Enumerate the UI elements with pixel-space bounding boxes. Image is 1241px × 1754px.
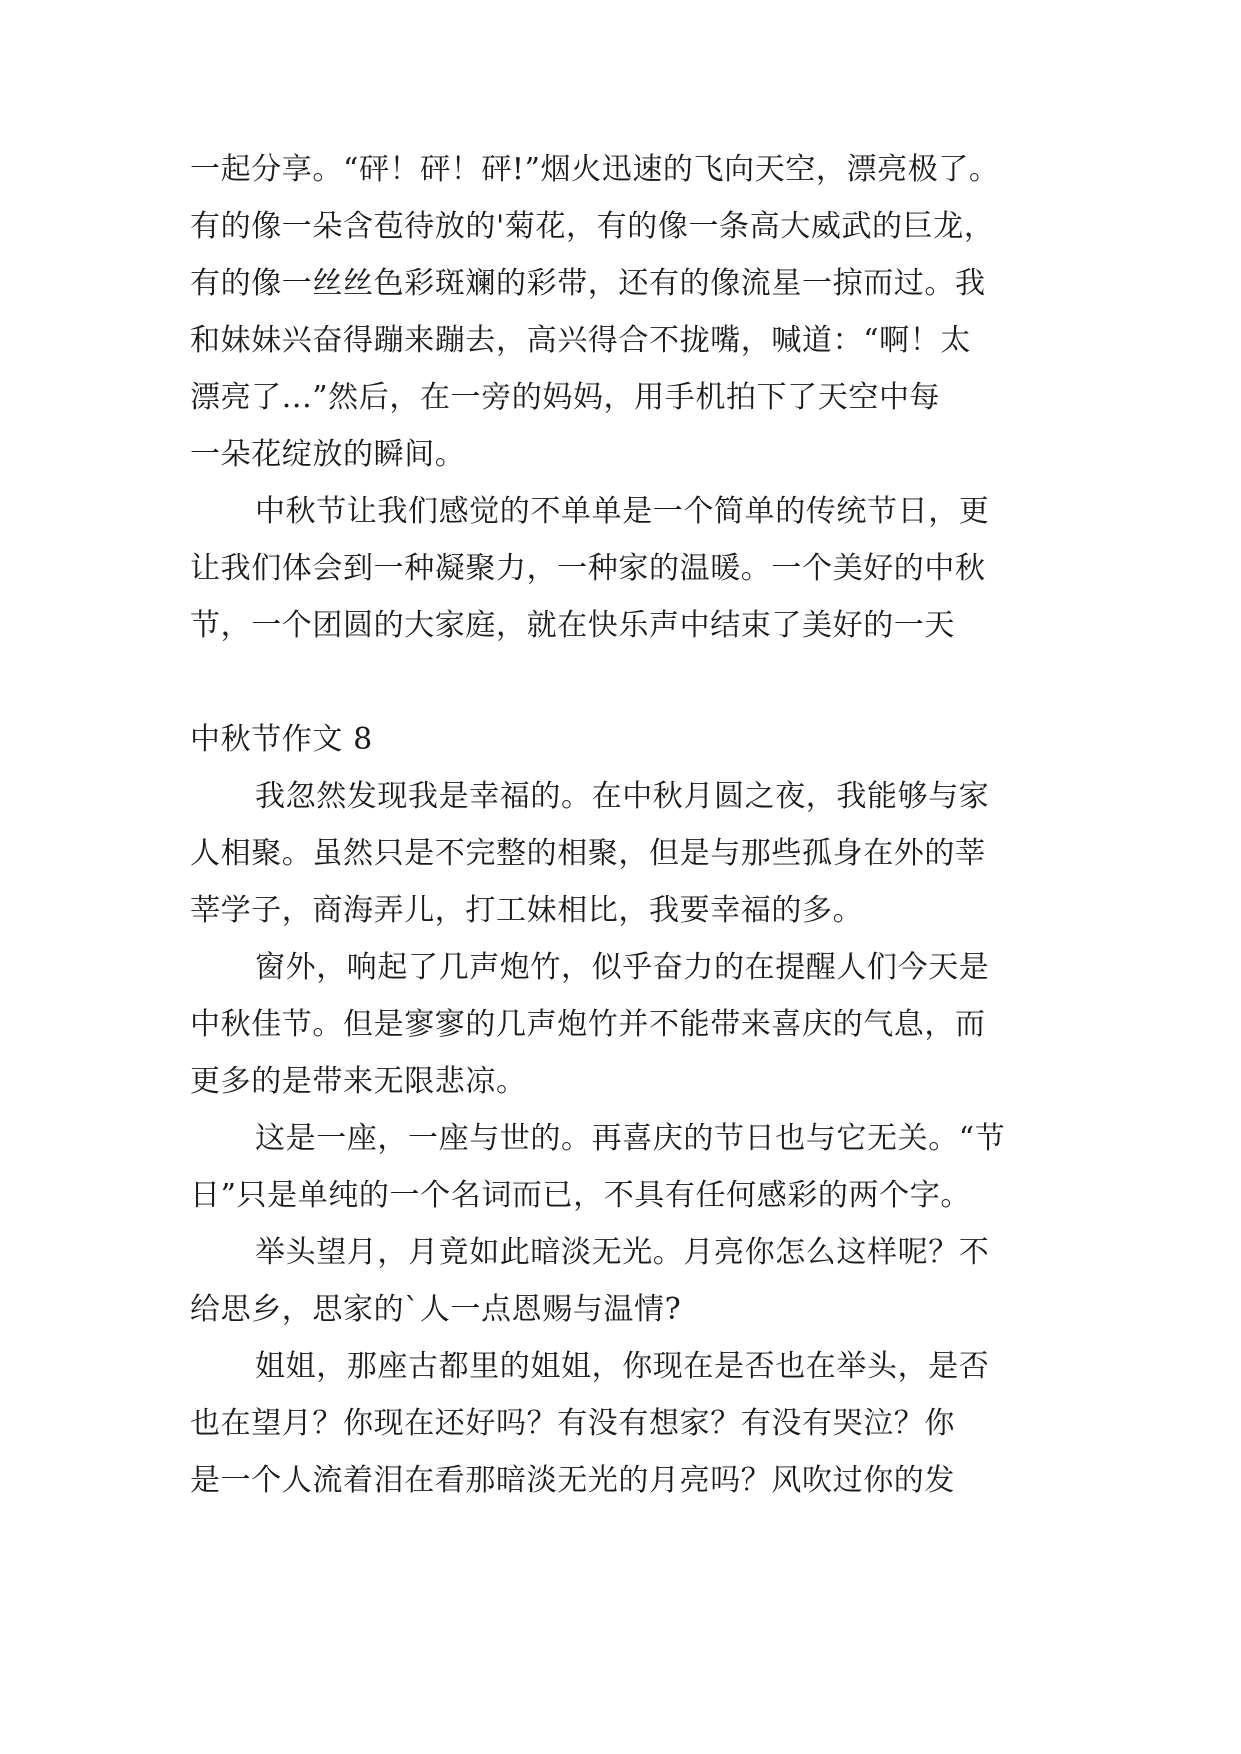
paragraph-line: 我忽然发现我是幸福的。在中秋月圆之夜，我能够与家: [255, 779, 990, 814]
paragraph-line: 和妹妹兴奋得蹦来蹦去，高兴得合不拢嘴，喊道：“啊！太: [190, 323, 971, 358]
paragraph-line: 中秋佳节。但是寥寥的几声炮竹并不能带来喜庆的气息，而: [190, 1007, 986, 1042]
section-heading: 中秋节作文 8: [190, 722, 373, 757]
paragraph-line: 举头望月，月竟如此暗淡无光。月亮你怎么这样呢？不: [255, 1235, 990, 1270]
paragraph-line: 一起分享。“砰！砰！砰!”烟火迅速的飞向天空，漂亮极了。: [190, 152, 1000, 187]
paragraph-line: 节，一个团圆的大家庭，就在快乐声中结束了美好的一天: [190, 608, 955, 643]
paragraph-line: 莘学子，商海弄儿，打工妹相比，我要幸福的多。: [190, 893, 864, 928]
paragraph-line: 一朵花绽放的瞬间。: [190, 437, 466, 472]
paragraph-line: 有的像一朵含苞待放的'菊花，有的像一条高大威武的巨龙，: [190, 209, 995, 244]
paragraph-line: 日”只是单纯的一个名词而已，不具有任何感彩的两个字。: [190, 1178, 971, 1213]
paragraph-line: 有的像一丝丝色彩斑斓的彩带，还有的像流星一掠而过。我: [190, 266, 986, 301]
paragraph-line: 窗外，响起了几声炮竹，似乎奋力的在提醒人们今天是: [255, 950, 990, 985]
paragraph-line: 漂亮了...”然后，在一旁的妈妈，用手机拍下了天空中每: [190, 380, 941, 415]
paragraph-line: 也在望月？你现在还好吗？有没有想家？有没有哭泣？你: [190, 1406, 955, 1441]
paragraph-line: 让我们体会到一种凝聚力，一种家的温暖。一个美好的中秋: [190, 551, 986, 586]
paragraph-line: 姐姐，那座古都里的姐姐，你现在是否也在举头，是否: [255, 1349, 990, 1384]
paragraph-line: 是一个人流着泪在看那暗淡无光的月亮吗？风吹过你的发: [190, 1463, 955, 1498]
paragraph-line: 给思乡，思家的`人一点恩赐与温情?: [190, 1292, 682, 1327]
paragraph-line: 更多的是带来无限悲凉。: [190, 1064, 527, 1099]
paragraph-line: 中秋节让我们感觉的不单单是一个简单的传统节日，更: [255, 494, 990, 529]
paragraph-line: 这是一座，一座与世的。再喜庆的节日也与它无关。“节: [255, 1121, 1006, 1156]
paragraph-line: 人相聚。虽然只是不完整的相聚，但是与那些孤身在外的莘: [190, 836, 986, 871]
